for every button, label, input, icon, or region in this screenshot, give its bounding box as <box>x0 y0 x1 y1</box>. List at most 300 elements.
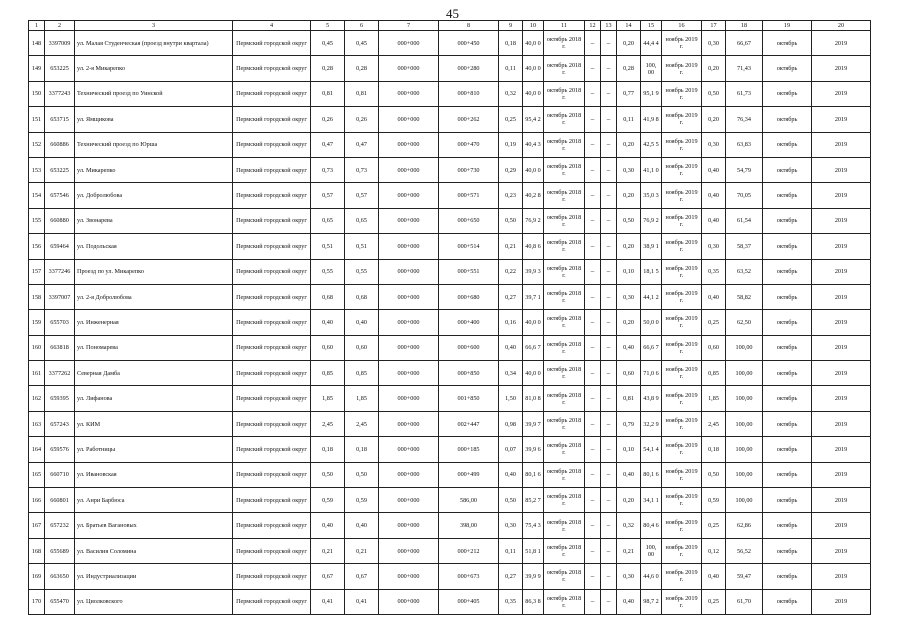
table-cell: – <box>601 589 617 614</box>
table-cell: 0,20 <box>702 107 726 132</box>
table-cell: октябрь <box>763 488 812 513</box>
table-cell: – <box>585 564 601 589</box>
table-cell: 0,11 <box>617 107 641 132</box>
table-cell: 0,25 <box>499 107 523 132</box>
table-cell: 0,65 <box>311 208 345 233</box>
table-cell: 0,40 <box>702 183 726 208</box>
table-cell: 000+185 <box>439 437 499 462</box>
table-cell: 0,40 <box>617 462 641 487</box>
table-cell: 659395 <box>45 386 75 411</box>
table-cell: ноябрь 2019 г. <box>662 411 702 436</box>
table-cell: ул. Работницы <box>75 437 233 462</box>
table-cell: – <box>585 538 601 563</box>
table-row <box>29 513 871 538</box>
table-cell: Технический проезд по Юрша <box>75 132 233 157</box>
table-cell: октябрь <box>763 513 812 538</box>
table-cell: ул. Лифанова <box>75 386 233 411</box>
table-cell: 000+000 <box>379 462 439 487</box>
table-cell: 659576 <box>45 437 75 462</box>
table-cell: 39,9 7 <box>523 411 544 436</box>
table-cell: 66,6 7 <box>641 335 662 360</box>
table-cell: ноябрь 2019 г. <box>662 132 702 157</box>
table-cell: октябрь <box>763 310 812 335</box>
table-cell: 2019 <box>812 310 871 335</box>
table-cell: 75,4 3 <box>523 513 544 538</box>
table-row <box>29 157 871 182</box>
table-cell: 0,30 <box>702 31 726 56</box>
table-cell: 39,9 6 <box>523 437 544 462</box>
table-cell: 000+571 <box>439 183 499 208</box>
table-cell: 0,40 <box>345 513 379 538</box>
table-cell: 0,40 <box>345 310 379 335</box>
table-cell: 167 <box>29 513 45 538</box>
table-cell: – <box>601 437 617 462</box>
table-cell: 000+680 <box>439 284 499 309</box>
table-cell: октябрь <box>763 157 812 182</box>
table-cell: – <box>601 335 617 360</box>
table-cell: 18,1 5 <box>641 259 662 284</box>
table-cell: 157 <box>29 259 45 284</box>
table-cell: октябрь 2018 г. <box>544 538 585 563</box>
table-cell: 0,40 <box>311 310 345 335</box>
table-cell: – <box>585 31 601 56</box>
column-number-cell: 13 <box>601 21 617 31</box>
table-cell: 000+000 <box>379 183 439 208</box>
table-cell: 38,9 1 <box>641 234 662 259</box>
table-cell: ноябрь 2019 г. <box>662 437 702 462</box>
table-cell: 0,30 <box>702 132 726 157</box>
column-number-cell: 5 <box>311 21 345 31</box>
table-row <box>29 259 871 284</box>
table-cell: 655689 <box>45 538 75 563</box>
table-cell: ул. Братьев Вагановых <box>75 513 233 538</box>
table-row <box>29 462 871 487</box>
column-number-cell: 17 <box>702 21 726 31</box>
table-cell: 0,35 <box>702 259 726 284</box>
table-cell: октябрь 2018 г. <box>544 437 585 462</box>
column-number-cell: 15 <box>641 21 662 31</box>
table-row <box>29 361 871 386</box>
table-cell: ноябрь 2019 г. <box>662 183 702 208</box>
table-cell: 000+000 <box>379 81 439 106</box>
table-cell: – <box>601 386 617 411</box>
table-cell: 0,32 <box>617 513 641 538</box>
table-row <box>29 386 871 411</box>
table-cell: 156 <box>29 234 45 259</box>
table-cell: 0,11 <box>499 56 523 81</box>
table-cell: октябрь 2018 г. <box>544 183 585 208</box>
table-cell: 000+000 <box>379 564 439 589</box>
table-cell: 2019 <box>812 437 871 462</box>
table-cell: октябрь 2018 г. <box>544 107 585 132</box>
table-cell: 655703 <box>45 310 75 335</box>
table-cell: – <box>585 310 601 335</box>
table-cell: октябрь <box>763 259 812 284</box>
table-cell: 000+000 <box>379 386 439 411</box>
table-cell: 0,79 <box>617 411 641 436</box>
table-cell: ноябрь 2019 г. <box>662 284 702 309</box>
table-row <box>29 310 871 335</box>
table-cell: Пермский городской округ <box>233 488 311 513</box>
table-cell: Пермский городской округ <box>233 107 311 132</box>
table-cell: – <box>585 462 601 487</box>
table-row <box>29 284 871 309</box>
column-number-cell: 12 <box>585 21 601 31</box>
table-cell: 100,00 <box>726 386 763 411</box>
column-number-cell: 2 <box>45 21 75 31</box>
table-cell: 660801 <box>45 488 75 513</box>
table-cell: октябрь <box>763 361 812 386</box>
table-cell: Пермский городской округ <box>233 589 311 614</box>
table-cell: 0,60 <box>345 335 379 360</box>
table-cell: 0,29 <box>499 157 523 182</box>
table-cell: 40,0 0 <box>523 310 544 335</box>
table-cell: 2019 <box>812 335 871 360</box>
table-cell: 63,52 <box>726 259 763 284</box>
table-cell: 1,50 <box>499 386 523 411</box>
table-cell: 100,00 <box>726 335 763 360</box>
table-cell: 0,81 <box>345 81 379 106</box>
table-cell: Пермский городской округ <box>233 56 311 81</box>
table-cell: 0,40 <box>617 335 641 360</box>
table-cell: Пермский городской округ <box>233 157 311 182</box>
table-cell: 164 <box>29 437 45 462</box>
table-cell: 100, 00 <box>641 538 662 563</box>
table-cell: 2019 <box>812 589 871 614</box>
table-cell: 000+000 <box>379 132 439 157</box>
table-cell: 2019 <box>812 157 871 182</box>
table-cell: 32,2 9 <box>641 411 662 436</box>
column-number-cell: 11 <box>544 21 585 31</box>
table-cell: 000+000 <box>379 56 439 81</box>
table-cell: 39,9 9 <box>523 564 544 589</box>
table-cell: 40,0 0 <box>523 361 544 386</box>
column-number-cell: 7 <box>379 21 439 31</box>
table-cell: 2019 <box>812 259 871 284</box>
table-cell: 150 <box>29 81 45 106</box>
table-cell: 000+000 <box>379 361 439 386</box>
table-cell: 163 <box>29 411 45 436</box>
table-cell: ул. Циолковского <box>75 589 233 614</box>
table-cell: – <box>585 284 601 309</box>
table-cell: 000+212 <box>439 538 499 563</box>
table-cell: октябрь <box>763 234 812 259</box>
table-cell: 0,47 <box>311 132 345 157</box>
table-cell: 0,32 <box>499 81 523 106</box>
table-cell: 76,34 <box>726 107 763 132</box>
road-repair-table <box>28 20 871 615</box>
table-cell: октябрь <box>763 386 812 411</box>
table-cell: 0,30 <box>702 234 726 259</box>
column-number-header <box>29 21 871 31</box>
table-cell: 1,85 <box>345 386 379 411</box>
table-cell: 0,50 <box>702 462 726 487</box>
table-cell: 155 <box>29 208 45 233</box>
table-cell: октябрь 2018 г. <box>544 335 585 360</box>
table-cell: октябрь <box>763 564 812 589</box>
table-cell: 160 <box>29 335 45 360</box>
table-cell: – <box>601 259 617 284</box>
table-cell: 0,10 <box>617 437 641 462</box>
table-cell: 95,4 2 <box>523 107 544 132</box>
table-cell: 2019 <box>812 488 871 513</box>
table-cell: 000+000 <box>379 157 439 182</box>
table-cell: 0,30 <box>617 157 641 182</box>
table-cell: 002+447 <box>439 411 499 436</box>
table-cell: 2019 <box>812 564 871 589</box>
table-cell: 000+400 <box>439 310 499 335</box>
table-cell: – <box>601 81 617 106</box>
table-cell: ул. Микарепко <box>75 157 233 182</box>
table-cell: октябрь <box>763 538 812 563</box>
table-cell: 0,40 <box>499 462 523 487</box>
table-cell: 40,4 3 <box>523 132 544 157</box>
table-cell: 0,55 <box>345 259 379 284</box>
table-cell: 0,81 <box>311 81 345 106</box>
table-cell: 000+262 <box>439 107 499 132</box>
table-cell: – <box>585 361 601 386</box>
table-cell: 40,8 6 <box>523 234 544 259</box>
table-cell: 0,27 <box>499 564 523 589</box>
table-cell: 154 <box>29 183 45 208</box>
table-cell: 0,59 <box>311 488 345 513</box>
table-cell: 0,20 <box>617 31 641 56</box>
table-cell: 000+000 <box>379 538 439 563</box>
table-cell: 000+000 <box>379 107 439 132</box>
table-cell: 80,1 6 <box>523 462 544 487</box>
table-cell: 100, 00 <box>641 56 662 81</box>
column-number-cell: 16 <box>662 21 702 31</box>
table-cell: 58,37 <box>726 234 763 259</box>
table-cell: 0,41 <box>345 589 379 614</box>
table-cell: 2019 <box>812 208 871 233</box>
table-cell: Технический проезд по Уинской <box>75 81 233 106</box>
table-cell: ул. Василия Соломина <box>75 538 233 563</box>
table-cell: 100,00 <box>726 361 763 386</box>
table-cell: 0,12 <box>702 538 726 563</box>
table-cell: 170 <box>29 589 45 614</box>
table-cell: – <box>601 462 617 487</box>
table-cell: 76,9 2 <box>641 208 662 233</box>
table-cell: 000+470 <box>439 132 499 157</box>
table-cell: 0,16 <box>499 310 523 335</box>
table-cell: 0,27 <box>499 284 523 309</box>
table-cell: 000+000 <box>379 411 439 436</box>
table-cell: 0,28 <box>311 56 345 81</box>
table-cell: 35,0 3 <box>641 183 662 208</box>
table-cell: 000+551 <box>439 259 499 284</box>
table-cell: – <box>601 31 617 56</box>
table-cell: 000+000 <box>379 488 439 513</box>
table-cell: Пермский городской округ <box>233 132 311 157</box>
table-cell: ул. Малая Студенческая (проезд внутри квартала) <box>75 31 233 56</box>
table-cell: 50,0 0 <box>641 310 662 335</box>
table-cell: 54,79 <box>726 157 763 182</box>
table-cell: 51,8 1 <box>523 538 544 563</box>
page-number: 45 <box>446 6 459 21</box>
table-cell: 165 <box>29 462 45 487</box>
table-cell: 0,73 <box>345 157 379 182</box>
table-cell: 40,0 0 <box>523 56 544 81</box>
column-number-cell: 14 <box>617 21 641 31</box>
table-cell: 0,20 <box>617 310 641 335</box>
table-cell: октябрь 2018 г. <box>544 411 585 436</box>
table-row <box>29 56 871 81</box>
table-cell: 0,68 <box>311 284 345 309</box>
table-cell: – <box>585 107 601 132</box>
table-cell: 2019 <box>812 538 871 563</box>
table-cell: 41,1 0 <box>641 157 662 182</box>
table-cell: ноябрь 2019 г. <box>662 56 702 81</box>
table-cell: 1,85 <box>702 386 726 411</box>
column-number-cell: 1 <box>29 21 45 31</box>
table-cell: – <box>585 208 601 233</box>
table-cell: октябрь 2018 г. <box>544 259 585 284</box>
table-cell: ноябрь 2019 г. <box>662 157 702 182</box>
table-cell: октябрь 2018 г. <box>544 31 585 56</box>
table-cell: 0,98 <box>499 411 523 436</box>
table-cell: 169 <box>29 564 45 589</box>
table-cell: 0,25 <box>702 513 726 538</box>
table-cell: – <box>585 183 601 208</box>
table-cell: 0,57 <box>345 183 379 208</box>
table-cell: 66,6 7 <box>523 335 544 360</box>
table-cell: – <box>585 81 601 106</box>
table-cell: – <box>601 234 617 259</box>
table-cell: 41,9 8 <box>641 107 662 132</box>
table-cell: 151 <box>29 107 45 132</box>
table-cell: 653225 <box>45 56 75 81</box>
table-cell: 000+280 <box>439 56 499 81</box>
table-cell: 3377262 <box>45 361 75 386</box>
table-cell: октябрь 2018 г. <box>544 310 585 335</box>
table-cell: 161 <box>29 361 45 386</box>
table-row <box>29 107 871 132</box>
table-cell: 39,7 1 <box>523 284 544 309</box>
table-cell: 000+730 <box>439 157 499 182</box>
table-cell: 657232 <box>45 513 75 538</box>
table-cell: 0,23 <box>499 183 523 208</box>
table-cell: 000+000 <box>379 589 439 614</box>
table-cell: 0,20 <box>617 234 641 259</box>
table-row <box>29 564 871 589</box>
table-cell: 2019 <box>812 107 871 132</box>
table-cell: 2019 <box>812 361 871 386</box>
table-cell: 0,26 <box>311 107 345 132</box>
table-cell: ноябрь 2019 г. <box>662 107 702 132</box>
table-cell: 0,50 <box>311 462 345 487</box>
table-cell: ул. Ивановская <box>75 462 233 487</box>
table-cell: Пермский городской округ <box>233 335 311 360</box>
table-row <box>29 335 871 360</box>
table-cell: 000+000 <box>379 513 439 538</box>
table-cell: 71,43 <box>726 56 763 81</box>
table-cell: 3377246 <box>45 259 75 284</box>
table-cell: 655470 <box>45 589 75 614</box>
table-cell: 61,70 <box>726 589 763 614</box>
table-cell: 0,20 <box>617 132 641 157</box>
table-cell: Пермский городской округ <box>233 411 311 436</box>
table-cell: 0,45 <box>311 31 345 56</box>
table-cell: 2019 <box>812 31 871 56</box>
table-cell: Пермский городской округ <box>233 361 311 386</box>
table-cell: 0,30 <box>499 513 523 538</box>
table-cell: 659464 <box>45 234 75 259</box>
table-cell: 660886 <box>45 132 75 157</box>
table-cell: 0,20 <box>617 183 641 208</box>
table-cell: – <box>601 361 617 386</box>
table-cell: Пермский городской округ <box>233 208 311 233</box>
table-cell: ул. Добролюбова <box>75 183 233 208</box>
table-cell: ноябрь 2019 г. <box>662 208 702 233</box>
table-cell: 000+810 <box>439 81 499 106</box>
table-cell: 0,50 <box>499 488 523 513</box>
table-cell: ул. Подольская <box>75 234 233 259</box>
table-cell: – <box>585 335 601 360</box>
table-cell: 80,4 6 <box>641 513 662 538</box>
table-cell: 44,1 2 <box>641 284 662 309</box>
table-cell: 653225 <box>45 157 75 182</box>
column-number-cell: 6 <box>345 21 379 31</box>
table-cell: 81,0 8 <box>523 386 544 411</box>
table-cell: 000+000 <box>379 208 439 233</box>
table-cell: 0,68 <box>345 284 379 309</box>
table-cell: 2019 <box>812 462 871 487</box>
table-cell: – <box>601 411 617 436</box>
table-cell: 0,18 <box>311 437 345 462</box>
table-cell: 44,6 0 <box>641 564 662 589</box>
table-cell: 398,00 <box>439 513 499 538</box>
table-cell: 663818 <box>45 335 75 360</box>
table-cell: 000+000 <box>379 310 439 335</box>
table-cell: 0,40 <box>702 564 726 589</box>
table-cell: октябрь 2018 г. <box>544 81 585 106</box>
table-cell: ноябрь 2019 г. <box>662 513 702 538</box>
table-cell: – <box>601 488 617 513</box>
table-cell: октябрь 2018 г. <box>544 157 585 182</box>
table-cell: 0,60 <box>311 335 345 360</box>
table-cell: Пермский городской округ <box>233 31 311 56</box>
table-cell: ул. 2-я Добролюбова <box>75 284 233 309</box>
table-cell: ноябрь 2019 г. <box>662 386 702 411</box>
table-cell: 000+450 <box>439 31 499 56</box>
table-cell: 71,0 6 <box>641 361 662 386</box>
table-cell: Пермский городской округ <box>233 538 311 563</box>
table-cell: – <box>601 208 617 233</box>
table-cell: ул. Звонарева <box>75 208 233 233</box>
table-row <box>29 132 871 157</box>
table-cell: ноябрь 2019 г. <box>662 564 702 589</box>
table-cell: – <box>601 564 617 589</box>
table-row <box>29 208 871 233</box>
table-row <box>29 411 871 436</box>
table-cell: октябрь 2018 г. <box>544 564 585 589</box>
table-cell: 0,45 <box>345 31 379 56</box>
table-cell: октябрь <box>763 284 812 309</box>
table-cell: октябрь <box>763 411 812 436</box>
table-cell: 62,86 <box>726 513 763 538</box>
table-cell: 95,1 9 <box>641 81 662 106</box>
table-cell: 000+499 <box>439 462 499 487</box>
table-cell: октябрь 2018 г. <box>544 56 585 81</box>
table-cell: 0,19 <box>499 132 523 157</box>
table-cell: 2,45 <box>345 411 379 436</box>
table-cell: 148 <box>29 31 45 56</box>
table-cell: 0,73 <box>311 157 345 182</box>
table-cell: 0,21 <box>499 234 523 259</box>
table-row <box>29 488 871 513</box>
table-cell: 653715 <box>45 107 75 132</box>
